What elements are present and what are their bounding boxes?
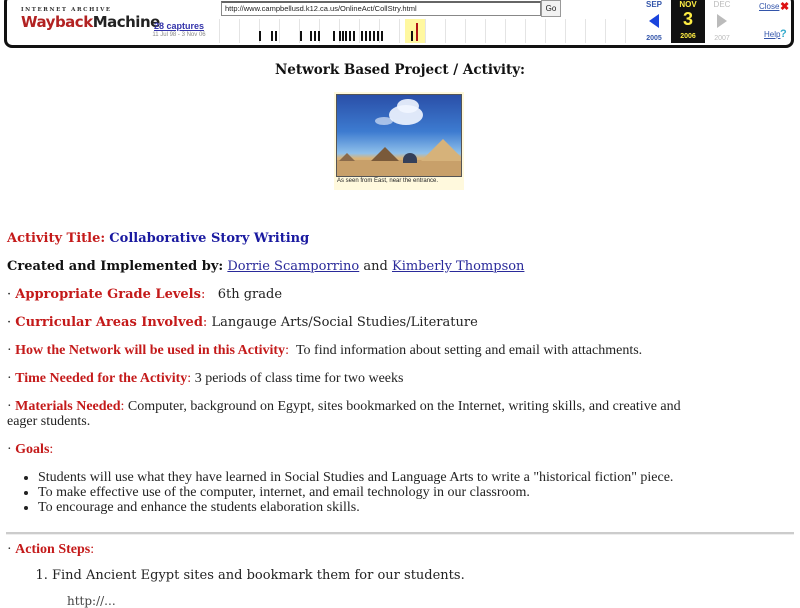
current-capture [671,0,705,43]
timeline-tick [505,19,506,43]
prev-month: SEP [645,0,662,9]
capture-bar[interactable] [345,31,347,41]
capture-bar[interactable] [369,31,371,41]
colon: : [202,315,208,330]
created-by-label: Created and Implemented by: [7,259,224,274]
network-use-value: To find information about setting and email with attachments. [295,343,643,358]
bullet: · [7,371,12,386]
wayback-toolbar [4,0,794,48]
grade-levels-row [7,287,282,303]
current-year: 2006 [680,33,696,40]
action-steps-label: Action Steps [15,542,91,557]
capture-timeline[interactable] [219,19,629,43]
close-icon[interactable]: ✖ [780,1,790,13]
capture-bar[interactable] [333,31,335,41]
activity-title: Collaborative Story Writing [109,231,310,246]
activity-title-label: Activity Title: [7,231,106,246]
logo-wayback-machine-text [21,13,160,31]
photo-caption: As seen from East, near the entrance. [337,178,439,184]
go-button[interactable]: Go [541,0,561,17]
capture-bar[interactable] [365,31,367,41]
cloud [375,117,393,125]
timeline-tick [359,19,360,43]
bullet: · [7,399,12,414]
logo-internet-archive-text: INTERNET ARCHIVE [21,7,112,13]
capture-bar[interactable] [411,31,413,41]
capture-bar[interactable] [353,31,355,41]
next-year: 2007 [714,35,730,42]
materials-value-cont: eager students. [7,414,91,429]
goals-list [20,470,673,515]
bullet: · [7,343,12,358]
timeline-tick [605,19,606,43]
capture-bar[interactable] [310,31,312,41]
timeline-tick [399,19,400,43]
colon: : [285,343,289,358]
curricular-areas-row [7,315,478,331]
network-use-label: How the Network will be used in this Activity [15,343,286,358]
wayback-logo[interactable] [21,7,160,41]
grade-levels-value: 6th grade [217,287,283,302]
current-year-highlight [405,19,425,43]
capture-bar[interactable] [339,31,341,41]
network-use-row [7,343,642,359]
page-title: Network Based Project / Activity: [274,62,526,78]
timeline-tick [585,19,586,43]
capture-bar[interactable] [377,31,379,41]
timeline-tick [565,19,566,43]
bullet: · [7,542,12,557]
capture-bar[interactable] [271,31,273,41]
and-text: and [363,259,388,274]
colon: : [120,399,125,414]
pyramid-small [339,153,355,161]
desert-ground [337,160,461,176]
cloud [397,99,419,113]
bullet: · [7,287,12,302]
goal-item: • Students will use what they have learned in Social Studies and Language Arts to write a "historical fiction" piece. [38,470,673,485]
tree [403,153,417,163]
prev-capture[interactable] [637,0,671,45]
timeline-tick [445,19,446,43]
curricular-areas-value: Langauge Arts/Social Studies/Literature [211,315,478,330]
bullet: · [7,315,12,330]
colon: : [187,371,192,386]
curricular-areas-label: Curricular Areas Involved [15,315,203,330]
bullet: · [7,442,12,457]
author-link-dorrie[interactable]: Dorrie Scamporrino [227,259,360,274]
capture-bar[interactable] [349,31,351,41]
materials-row [7,399,681,415]
timeline-tick [485,19,486,43]
colon: : [200,287,206,302]
next-month: DEC [713,0,731,9]
timeline-tick [425,19,426,43]
clipped-link-line[interactable]: http://... [67,594,116,608]
timeline-tick [465,19,466,43]
capture-bar[interactable] [318,31,320,41]
materials-label: Materials Needed [15,399,121,414]
timeline-tick [379,19,380,43]
capture-bar[interactable] [381,31,383,41]
timeline-tick [239,19,240,43]
capture-bar[interactable] [373,31,375,41]
url-input[interactable]: http://www.campbellusd.k12.ca.us/OnlineAct/CollStry.html [221,1,541,16]
time-needed-value: 3 periods of class time for two weeks [194,371,404,386]
help-link[interactable]: Help [764,30,781,39]
pyramid-middle [371,147,399,161]
next-capture [705,0,739,45]
calendar-navigator [637,0,737,45]
captures-range: 11 Jul 98 - 3 Nov 06 [152,32,206,38]
logo-wayback-word: Wayback [21,13,93,31]
capture-bar[interactable] [342,31,344,41]
author-link-kimberly[interactable]: Kimberly Thompson [391,259,525,274]
timeline-tick [219,19,220,43]
goals-label: Goals [15,442,50,457]
captures-link[interactable]: 28 captures [153,21,205,31]
current-month: NOV [679,0,697,9]
authors-row [7,259,524,275]
action-step-item: 1. Find Ancient Egypt sites and bookmark them for our students. [52,568,465,584]
timeline-tick [279,19,280,43]
activity-title-row [7,231,309,247]
action-steps-list [20,568,465,584]
current-capture-bar[interactable] [416,23,418,41]
capture-bar[interactable] [361,31,363,41]
colon: : [90,542,95,557]
capture-bar[interactable] [314,31,316,41]
pyramid-large [421,139,462,161]
help-icon[interactable]: ? [780,28,787,40]
colon: : [49,442,54,457]
logo-machine-word: Machine [92,13,160,31]
arrow-right-icon [717,14,727,28]
materials-row-cont [7,414,90,430]
prev-year: 2005 [646,35,662,42]
time-needed-row [7,371,403,387]
action-steps-heading [7,542,94,558]
timeline-tick [525,19,526,43]
arrow-left-icon[interactable] [649,14,659,28]
timeline-tick [545,19,546,43]
goal-item: • To make effective use of the computer, internet, and email technology in our classroom. [38,485,673,500]
current-day: 3 [682,9,693,29]
goal-item: • To encourage and enhance the students elaboration skills. [38,500,673,515]
capture-bar[interactable] [300,31,302,41]
section-divider [6,532,794,535]
capture-bar[interactable] [275,31,277,41]
pyramids-figure [334,92,464,190]
pyramids-photo [336,94,462,177]
time-needed-label: Time Needed for the Activity [15,371,188,386]
timeline-tick [625,19,626,43]
close-link[interactable]: Close [759,2,780,11]
capture-bar[interactable] [259,31,261,41]
materials-value: Computer, background on Egypt, sites bookmarked on the Internet, writing skills, and creative and [127,399,681,414]
grade-levels-label: Appropriate Grade Levels [15,287,201,302]
goals-heading [7,442,53,458]
captures-info [139,21,219,38]
